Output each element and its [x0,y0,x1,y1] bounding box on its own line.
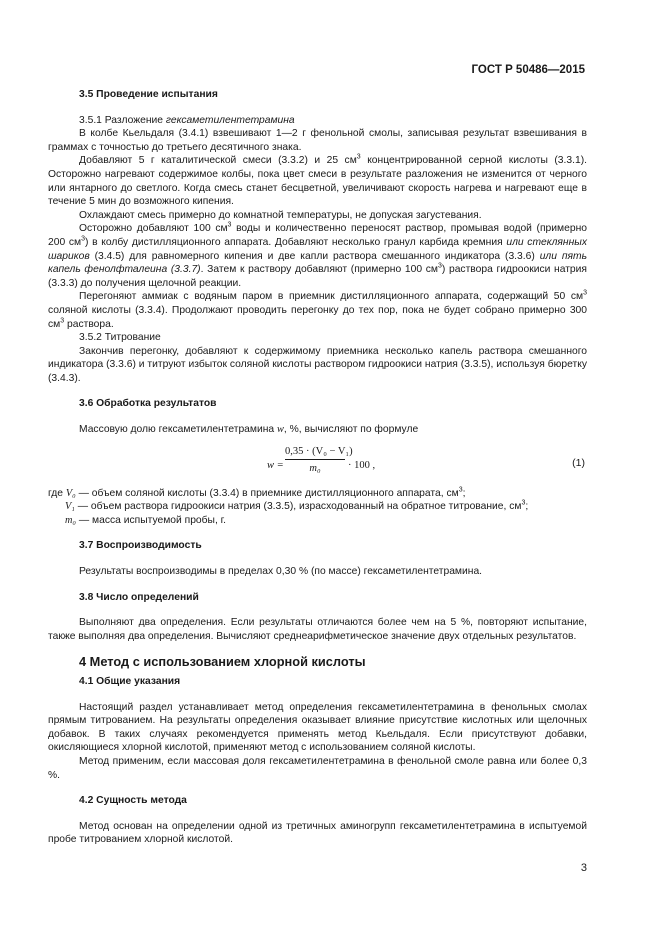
page-number: 3 [580,862,587,874]
section-4-1-heading: 4.1 Общие указания [79,676,181,687]
paragraph-3-8: Выполняют два определения. Если результаты отличаются более чем на 5 %, повторяют испытание, также выполняя два определения. Вычисляют среднеарифметическое значение двух отдельных результатов. [48,617,587,642]
paragraph-3-7: Результаты воспроизводимы в пределах 0,30 % (по массе) гексаметилентетрамина. [79,566,483,578]
standard-header: ГОСТ Р 50486—2015 [471,64,585,76]
where-v0: где V₀ — объем соляной кислоты (3.3.4) в приемнике дистилляционного аппарата, $см^3$; [48,486,466,499]
paragraph-3-5-1-c: Охлаждают смесь примерно до комнатной температуры, не допуская загустевания. [79,209,482,221]
formula-number: (1) [572,456,585,469]
paragraph-4-1-a: Настоящий раздел устанавливает метод определения гексаметилентетрамина в фенольных смолах прямым титрованием. На результаты определения оказывает влияние присутствие кислотных или щелочных добавок. В таких случаях рекомендуется применять метод Кьельдаля. Если присутствуют добавки, окисляющиеся хлорной кислотой, применяют метод с использованием соляной кислоты. [48,701,587,754]
section-4-2-heading: 4.2 Сущность метода [79,795,187,807]
formula-fraction [285,445,353,476]
paragraph-3-5-1-e: Перегоняют аммиак с водяным паром в приемник дистилляционного аппарата, содержащий 50 $см^3$ соляной кислоты (3.3.4). Продолжают проводить перегонку до тех пор, пока не будет собрано примерно 300 $см^3$ раствора. [48,289,587,330]
where-v1: V₁ — объем раствора гидроокиси натрия (3.3.5), израсходованный на обратное титрование, $см^3$; [65,499,529,513]
paragraph-4-1-b: Метод применим, если массовая доля гексаметилентетрамина в фенольной смоле равна или более 0,3 %. [48,755,587,781]
formula-lhs: w = [267,459,284,471]
paragraph-4-2: Метод основан на определении одной из третичных аминогрупп гексаметилентетрамина в испытуемой пробе титрованием хлорной кислотой. [48,820,587,846]
section-3-7-heading: 3.7 Воспроизводимость [79,540,202,552]
paragraph-3-5-2: Закончив перегонку, добавляют к содержимому приемника несколько капель раствора смешанного индикатора (3.3.6) и титруют избыток соляной кислоты раствором гидроокиси натрия (3.3.5), используя бюретку (3.4.3). [48,345,587,384]
subsection-3-5-2-title: 3.5.2 Титрование [79,332,161,344]
section-3-8-heading: 3.8 Число определений [79,591,199,603]
where-m0: m₀ — масса испытуемой пробы, г. [65,514,227,526]
formula-rhs: · 100 , [348,459,376,471]
section-3-6-heading: 3.6 Обработка результатов [79,398,217,410]
section-4-heading: 4 Метод с использованием хлорной кислоты [79,654,366,670]
subsection-3-5-1-title: 3.5.1 Разложение гексаметилентетрамина [79,114,295,126]
document-body [48,88,587,847]
paragraph-3-6-intro: Массовую долю гексаметилентетрамина w, %, вычисляют по формуле [79,424,419,436]
section-3-5-heading: 3.5 Проведение испытания [79,89,218,100]
paragraph-3-5-1-a: В колбе Кьельдаля (3.4.1) взвешивают 1—2 г фенольной смолы, записывая результат взвешивания в граммах с точностью до третьего десятичного знака. [48,128,587,153]
paragraph-3-5-1-d: Осторожно добавляют 100 $см^3$ воды и количественно переносят раствор, промывая водой (примерно 200 $см^3$) в колбу дистилляционного аппарата. Добавляют несколько гранул карбида кремния или стеклянных шариков (3.4.5) для равномерного кипения и две капли раствора смешанного индикатора (3.3.6) или пять капель фенолфталеина (3.3.7). Затем к раствору добавляют (примерно 100 $см^3$) раствора гидроокиси натрия (3.3.3) до получения щелочной реакции. [48,221,588,289]
formula-numerator: 0,35 · (V₀ − V₁) [285,445,345,461]
paragraph-3-5-1-b: Добавляют 5 г каталитической смеси (3.3.2) и 25 $см^3$ концентрированной серной кислоты (3.3.1). Осторожно нагревают содержимое колбы, пока цвет смеси в результате разложения не изменится от черного или янтарного до светлого. Когда смесь станет бесцветной, увеличивают скорость нагрева и нагревают еще в течение 5 мин до возможного кипения. [48,153,587,208]
formula-denominator: m₀ [309,463,321,475]
formula-1 [48,443,587,487]
